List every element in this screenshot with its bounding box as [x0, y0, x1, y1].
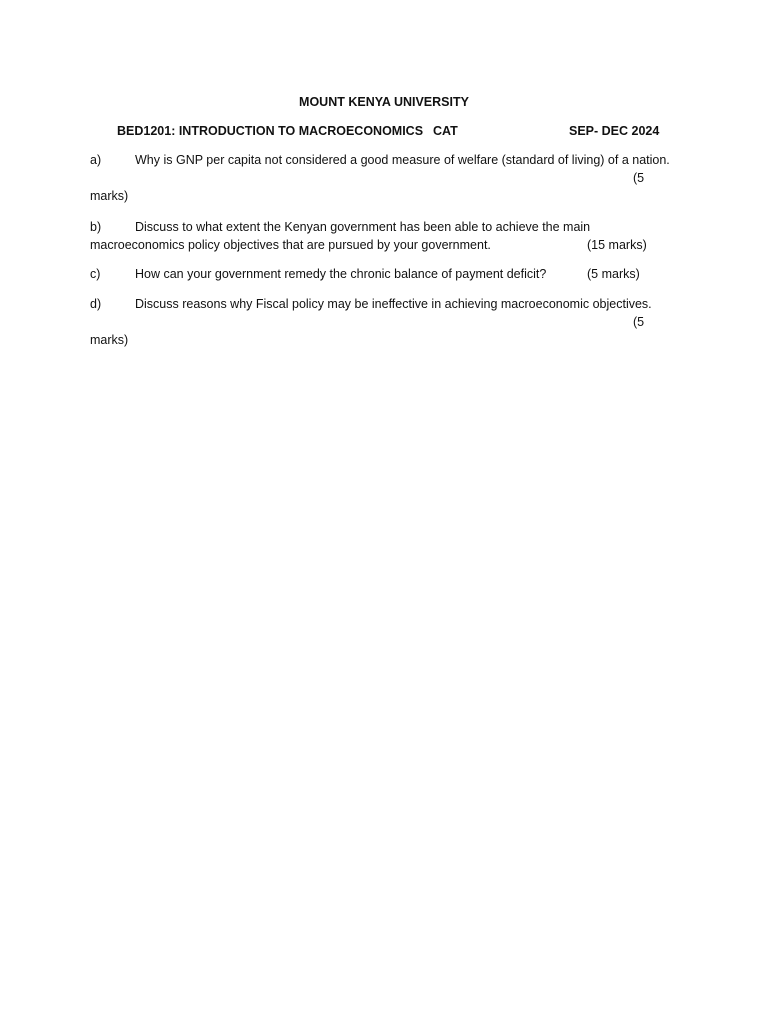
question-marks-continued: marks) [90, 189, 129, 203]
question-b [90, 218, 690, 254]
course-code-title: BED1201: INTRODUCTION TO MACROECONOMICS [117, 124, 424, 138]
question-marks: (5 [633, 315, 645, 329]
university-title: MOUNT KENYA UNIVERSITY [299, 95, 469, 109]
question-a [90, 151, 690, 205]
question-letter: d) [90, 297, 102, 311]
question-letter: b) [90, 220, 102, 234]
question-c [90, 265, 690, 283]
question-marks: (5 [633, 171, 645, 185]
question-text: Why is GNP per capita not considered a good measure of welfare (standard of living) of a nation. [135, 153, 670, 167]
question-letter: c) [90, 267, 101, 281]
course-header [117, 122, 660, 140]
assessment-type: CAT [433, 124, 458, 138]
question-text: Discuss reasons why Fiscal policy may be ineffective in achieving macroeconomic objectives. [135, 297, 652, 311]
question-marks-continued: marks) [90, 333, 129, 347]
question-d [90, 295, 690, 349]
term-label: SEP- DEC 2024 [569, 124, 660, 138]
question-marks: (15 marks) [587, 238, 647, 252]
question-marks: (5 marks) [587, 267, 640, 281]
question-text: How can your government remedy the chronic balance of payment deficit? [135, 267, 547, 281]
question-text: Discuss to what extent the Kenyan government has been able to achieve the main [135, 220, 591, 234]
question-letter: a) [90, 153, 102, 167]
question-text-continued: macroeconomics policy objectives that are pursued by your government. [90, 238, 491, 252]
